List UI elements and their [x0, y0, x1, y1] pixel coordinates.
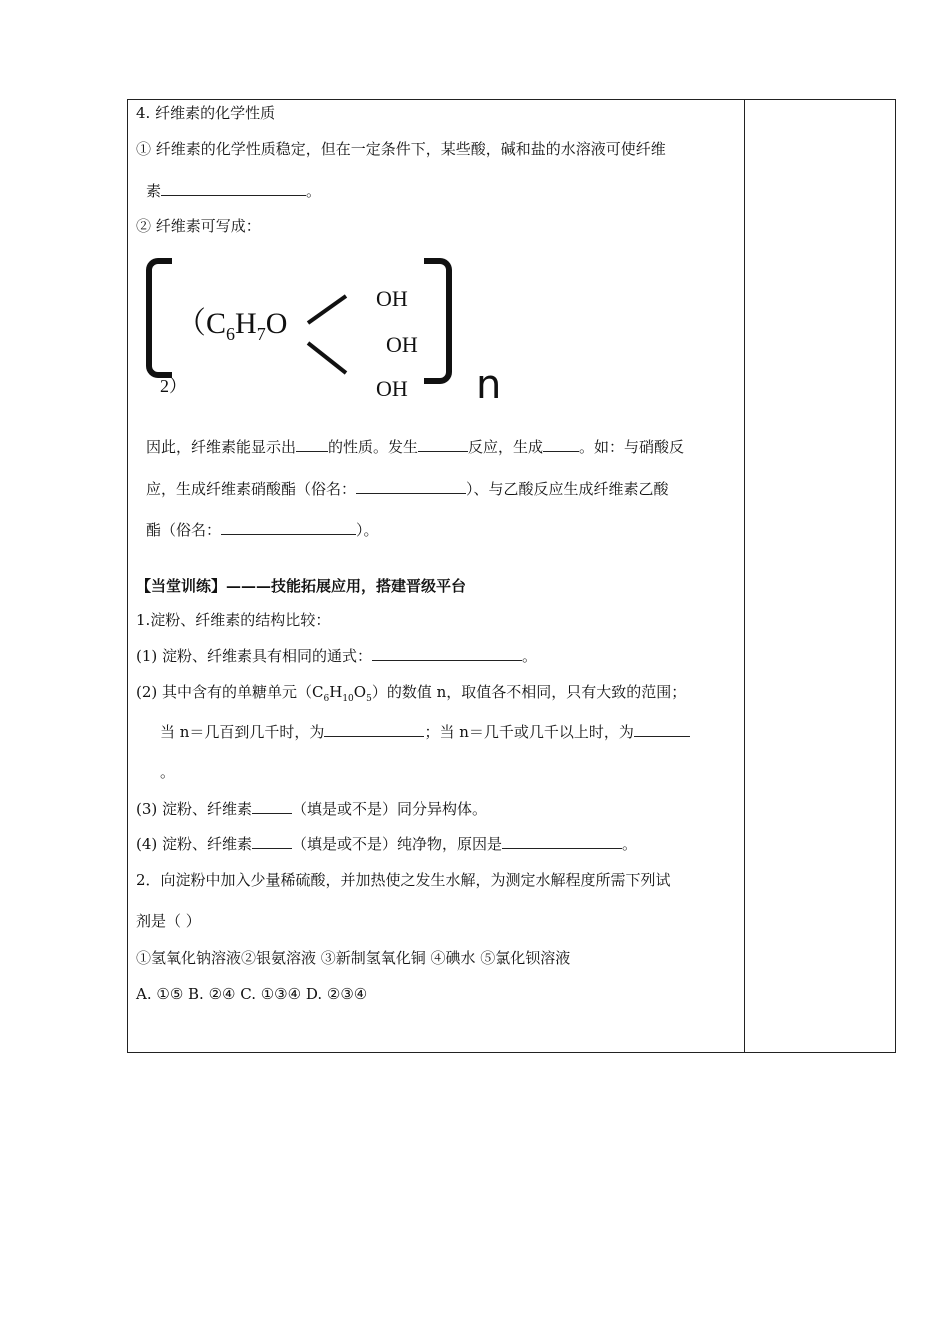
question-1-2-continued: 当 n＝几百到几千时，为 ；当 n＝几千或几千以上时，为 — [160, 722, 690, 742]
answer-blank[interactable] — [221, 520, 356, 535]
answer-blank[interactable] — [296, 437, 328, 452]
question-1-1: (1) 淀粉、纤维素具有相同的通式： 。 — [136, 647, 538, 665]
paragraph-4: 应，生成纤维素硝酸酯（俗名： ）、与乙酸反应生成纤维素乙酸 — [146, 480, 669, 498]
left-bracket — [146, 258, 172, 378]
answer-blank[interactable] — [502, 834, 622, 849]
polymer-n: n — [476, 362, 502, 408]
section-title: 4. 纤维素的化学性质 — [136, 104, 276, 122]
question-1: 1.淀粉、纤维素的结构比较： — [136, 611, 331, 629]
question-1-4: (4) 淀粉、纤维素 （填是或不是）纯净物，原因是 。 — [136, 835, 638, 853]
practice-heading: 【当堂训练】———技能拓展应用，搭建晋级平台 — [136, 577, 467, 595]
formula-core: （$C_6H_7O$ — [176, 307, 288, 344]
question-2-continued: 剂是（ ） — [136, 912, 201, 930]
answer-blank[interactable] — [161, 181, 306, 196]
answer-blank[interactable] — [418, 437, 468, 452]
answer-blank[interactable] — [252, 799, 292, 814]
hydroxyl-3: OH — [376, 376, 408, 401]
column-divider — [744, 100, 745, 1052]
hydroxyl-2: OH — [386, 332, 418, 357]
paragraph-2: ② 纤维素可写成： — [136, 217, 261, 235]
answer-blank[interactable] — [543, 437, 579, 452]
question-2-options: ①氢氧化钠溶液②银氨溶液 ③新制氢氧化铜 ④碘水 ⑤氯化钡溶液 — [136, 949, 571, 967]
answer-blank[interactable] — [634, 722, 690, 737]
answer-blank[interactable] — [252, 834, 292, 849]
answer-blank[interactable] — [356, 479, 466, 494]
paragraph-5: 酯（俗名： ）。 — [146, 521, 379, 539]
hydroxyl-1: OH — [376, 286, 408, 311]
right-bracket — [424, 258, 452, 384]
paragraph-1-continued: 素 。 — [146, 182, 322, 200]
question-1-2-end: 。 — [160, 763, 176, 781]
paragraph-3: 因此，纤维素能显示出 的性质。发生 反应，生成 。如：与硝酸反 — [146, 438, 685, 456]
question-2: 2．向淀粉中加入少量稀硫酸，并加热使之发生水解，为测定水解程度所需下列试 — [136, 871, 671, 889]
question-1-2: (2) 其中含有的单糖单元$(C_6H_{10}O_5)$的数值 n，取值各不相同，只有大致的范围； — [136, 683, 687, 704]
answer-blank[interactable] — [324, 722, 424, 737]
question-1-3: (3) 淀粉、纤维素 （填是或不是）同分异构体。 — [136, 800, 488, 818]
subscript-two: 2） — [160, 376, 187, 396]
cellulose-formula — [146, 258, 546, 408]
branch-lines — [306, 288, 356, 378]
question-2-choices: A. ①⑤ B. ②④ C. ①③④ D. ②③④ — [136, 985, 368, 1003]
answer-blank[interactable] — [372, 646, 522, 661]
paragraph-1: ① 纤维素的化学性质稳定，但在一定条件下，某些酸，碱和盐的水溶液可使纤维 — [136, 140, 666, 158]
